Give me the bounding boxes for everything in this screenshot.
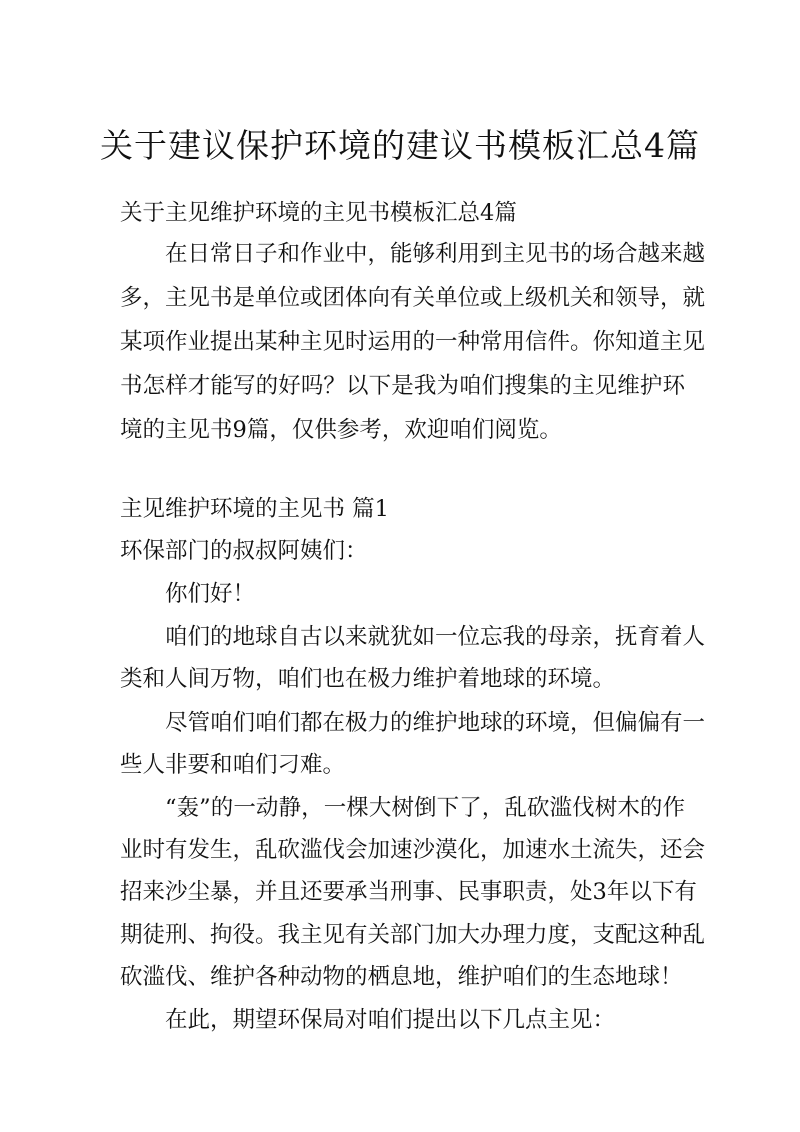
paragraph-line: 尽管咱们咱们都在极力的维护地球的环境，但偏偏有一	[165, 710, 706, 736]
paragraph-line: 在此，期望环保局对咱们提出以下几点主见：	[165, 1007, 616, 1033]
intro-line: 多，主见书是单位或团体向有关单位或上级机关和领导，就	[120, 285, 706, 311]
document-subtitle: 关于主见维护环境的主见书模板汇总4篇	[120, 200, 517, 226]
document-title: 关于建议保护环境的建议书模板汇总4篇	[100, 126, 700, 165]
paragraph-line: 期徒刑、拘役。我主见有关部门加大办理力度，支配这种乱	[120, 922, 706, 948]
intro-line: 书怎样才能写的好吗？以下是我为咱们搜集的主见维护环	[120, 373, 685, 399]
intro-line: 某项作业提出某种主见时运用的一种常用信件。你知道主见	[120, 329, 706, 355]
paragraph-line: 类和人间万物，咱们也在极力维护着地球的环境。	[120, 666, 616, 692]
paragraph-line: “轰”的一动静，一棵大树倒下了，乱砍滥伐树木的作	[165, 795, 685, 821]
section-heading: 主见维护环境的主见书 篇1	[120, 496, 389, 522]
paragraph-line: 些人非要和咱们刁难。	[120, 752, 346, 778]
paragraph-line: 咱们的地球自古以来就犹如一位忘我的母亲，抚育着人	[165, 624, 706, 650]
paragraph-line: 业时有发生，乱砍滥伐会加速沙漠化，加速水土流失，还会	[120, 837, 706, 863]
intro-line: 境的主见书9篇，仅供参考，欢迎咱们阅览。	[120, 417, 562, 443]
intro-line: 在日常日子和作业中，能够利用到主见书的场合越来越	[165, 241, 706, 267]
letter-salutation: 环保部门的叔叔阿姨们：	[120, 538, 368, 564]
paragraph-line: 砍滥伐、维护各种动物的栖息地，维护咱们的生态地球！	[120, 964, 683, 990]
letter-greeting: 你们好！	[165, 581, 256, 607]
paragraph-line: 招来沙尘暴，并且还要承当刑事、民事职责，处3年以下有	[120, 879, 697, 905]
